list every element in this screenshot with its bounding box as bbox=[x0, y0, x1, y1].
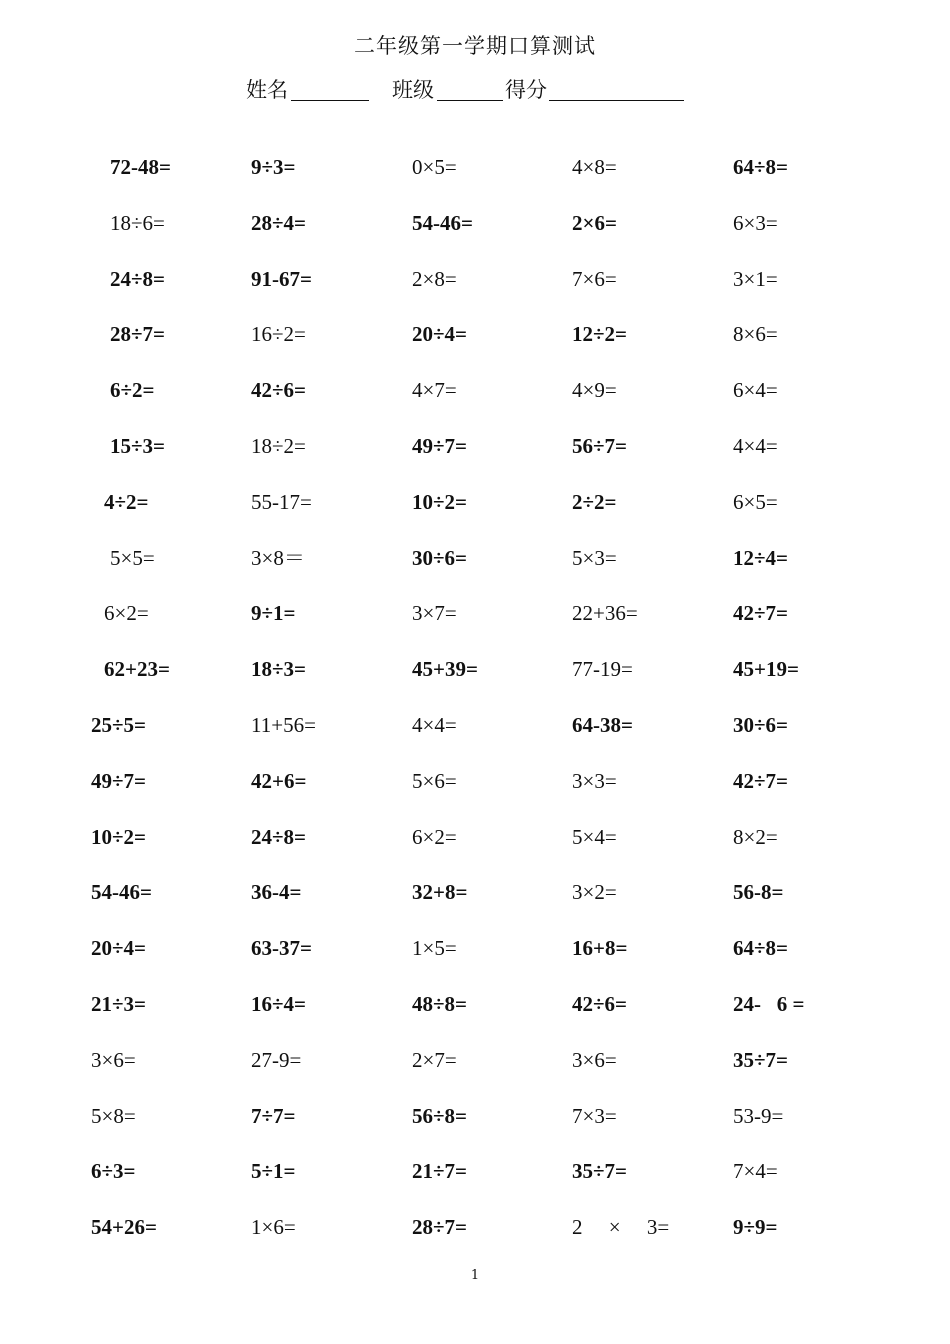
problem-cell: 9÷1= bbox=[251, 601, 296, 625]
problem-cell: 10÷2= bbox=[412, 490, 467, 514]
problem-cell: 5×8= bbox=[91, 1104, 136, 1128]
problem-cell: 42÷6= bbox=[572, 992, 627, 1016]
problem-cell: 11+56= bbox=[251, 713, 316, 737]
problem-cell: 22+36= bbox=[572, 601, 638, 625]
problem-cell: 9÷3= bbox=[251, 155, 296, 179]
problem-cell: 56-8= bbox=[733, 880, 784, 904]
problem-cell: 2×7= bbox=[412, 1048, 457, 1072]
problem-cell: 6×5= bbox=[733, 490, 778, 514]
problem-cell: 12÷4= bbox=[733, 546, 788, 570]
page-title: 二年级第一学期口算测试 bbox=[354, 34, 596, 58]
problem-cell: 3×3= bbox=[572, 769, 617, 793]
problem-cell: 18÷2= bbox=[251, 434, 306, 458]
problem-cell: 30÷6= bbox=[733, 713, 788, 737]
problem-cell: 0×5= bbox=[412, 155, 457, 179]
problem-cell: 3×1= bbox=[733, 267, 778, 291]
problem-cell: 35÷7= bbox=[733, 1048, 788, 1072]
problem-cell: 4×7= bbox=[412, 378, 457, 402]
problem-cell: 62+23= bbox=[104, 657, 170, 681]
problem-cell: 5×6= bbox=[412, 769, 457, 793]
problem-cell: 20÷4= bbox=[91, 936, 146, 960]
problem-cell: 7×4= bbox=[733, 1159, 778, 1183]
problem-cell: 42÷7= bbox=[733, 769, 788, 793]
problem-cell: 64÷8= bbox=[733, 936, 788, 960]
problem-cell: 91-67= bbox=[251, 267, 312, 291]
problem-cell: 4×9= bbox=[572, 378, 617, 402]
problem-cell: 6÷3= bbox=[91, 1159, 136, 1183]
problem-cell: 56÷8= bbox=[412, 1104, 467, 1128]
problem-cell: 30÷6= bbox=[412, 546, 467, 570]
problem-cell: 18÷6= bbox=[110, 211, 165, 235]
problem-cell: 5×4= bbox=[572, 825, 617, 849]
problem-cell: 77-19= bbox=[572, 657, 633, 681]
problem-cell: 48÷8= bbox=[412, 992, 467, 1016]
problem-cell: 2×6= bbox=[572, 211, 617, 235]
problem-cell: 49÷7= bbox=[412, 434, 467, 458]
score-label: 得分 bbox=[505, 78, 547, 102]
page-number: 1 bbox=[470, 1268, 480, 1283]
problem-cell: 6×2= bbox=[104, 601, 149, 625]
problem-cell: 6×4= bbox=[733, 378, 778, 402]
problem-cell: 25÷5= bbox=[91, 713, 146, 737]
problem-cell: 28÷7= bbox=[110, 322, 165, 346]
problem-cell: 24- 6 = bbox=[733, 992, 805, 1016]
problem-cell: 3×2= bbox=[572, 880, 617, 904]
problem-cell: 3×6= bbox=[91, 1048, 136, 1072]
problem-cell: 28÷4= bbox=[251, 211, 306, 235]
problem-cell: 36-4= bbox=[251, 880, 302, 904]
problem-cell: 35÷7= bbox=[572, 1159, 627, 1183]
problem-cell: 53-9= bbox=[733, 1104, 784, 1128]
problem-cell: 6×2= bbox=[412, 825, 457, 849]
problem-cell: 4×4= bbox=[733, 434, 778, 458]
problem-cell: 12÷2= bbox=[572, 322, 627, 346]
problem-cell: 8×6= bbox=[733, 322, 778, 346]
problem-cell: 27-9= bbox=[251, 1048, 302, 1072]
problem-cell: 9÷9= bbox=[733, 1215, 778, 1239]
problem-cell: 4÷2= bbox=[104, 490, 149, 514]
problem-cell: 54-46= bbox=[91, 880, 152, 904]
problem-cell: 55-17= bbox=[251, 490, 312, 514]
problem-cell: 16÷4= bbox=[251, 992, 306, 1016]
problem-cell: 16+8= bbox=[572, 936, 628, 960]
problem-cell: 4×8= bbox=[572, 155, 617, 179]
problem-cell: 42+6= bbox=[251, 769, 307, 793]
problem-cell: 63-37= bbox=[251, 936, 312, 960]
problem-cell: 45+19= bbox=[733, 657, 799, 681]
problem-cell: 2 × 3= bbox=[572, 1215, 670, 1239]
problem-cell: 7×3= bbox=[572, 1104, 617, 1128]
problem-cell: 8×2= bbox=[733, 825, 778, 849]
problem-cell: 1×5= bbox=[412, 936, 457, 960]
problem-cell: 56÷7= bbox=[572, 434, 627, 458]
problem-cell: 15÷3= bbox=[110, 434, 165, 458]
problem-cell: 64÷8= bbox=[733, 155, 788, 179]
problem-cell: 5×5= bbox=[110, 546, 155, 570]
problem-cell: 5÷1= bbox=[251, 1159, 296, 1183]
problem-cell: 18÷3= bbox=[251, 657, 306, 681]
problem-cell: 6×3= bbox=[733, 211, 778, 235]
problem-cell: 64-38= bbox=[572, 713, 633, 737]
problem-cell: 45+39= bbox=[412, 657, 478, 681]
problem-cell: 3×6= bbox=[572, 1048, 617, 1072]
class-label: 班级 bbox=[392, 78, 434, 102]
problem-cell: 6÷2= bbox=[110, 378, 155, 402]
problem-cell: 42÷7= bbox=[733, 601, 788, 625]
problem-cell: 10÷2= bbox=[91, 825, 146, 849]
name-label: 姓名 bbox=[246, 78, 288, 102]
problem-cell: 32+8= bbox=[412, 880, 468, 904]
problem-cell: 21÷3= bbox=[91, 992, 146, 1016]
problem-cell: 49÷7= bbox=[91, 769, 146, 793]
problem-cell: 72-48= bbox=[110, 155, 171, 179]
problem-cell: 3×8＝ bbox=[251, 546, 305, 570]
problem-cell: 1×6= bbox=[251, 1215, 296, 1239]
problem-cell: 4×4= bbox=[412, 713, 457, 737]
problem-cell: 54+26= bbox=[91, 1215, 157, 1239]
problem-cell: 2×8= bbox=[412, 267, 457, 291]
problem-cell: 16÷2= bbox=[251, 322, 306, 346]
problem-cell: 42÷6= bbox=[251, 378, 306, 402]
problem-cell: 24÷8= bbox=[110, 267, 165, 291]
problem-cell: 5×3= bbox=[572, 546, 617, 570]
problem-cell: 7÷7= bbox=[251, 1104, 296, 1128]
problem-cell: 2÷2= bbox=[572, 490, 617, 514]
problem-cell: 3×7= bbox=[412, 601, 457, 625]
problem-cell: 20÷4= bbox=[412, 322, 467, 346]
problem-cell: 24÷8= bbox=[251, 825, 306, 849]
problem-cell: 21÷7= bbox=[412, 1159, 467, 1183]
problem-cell: 7×6= bbox=[572, 267, 617, 291]
problem-cell: 28÷7= bbox=[412, 1215, 467, 1239]
problem-cell: 54-46= bbox=[412, 211, 473, 235]
